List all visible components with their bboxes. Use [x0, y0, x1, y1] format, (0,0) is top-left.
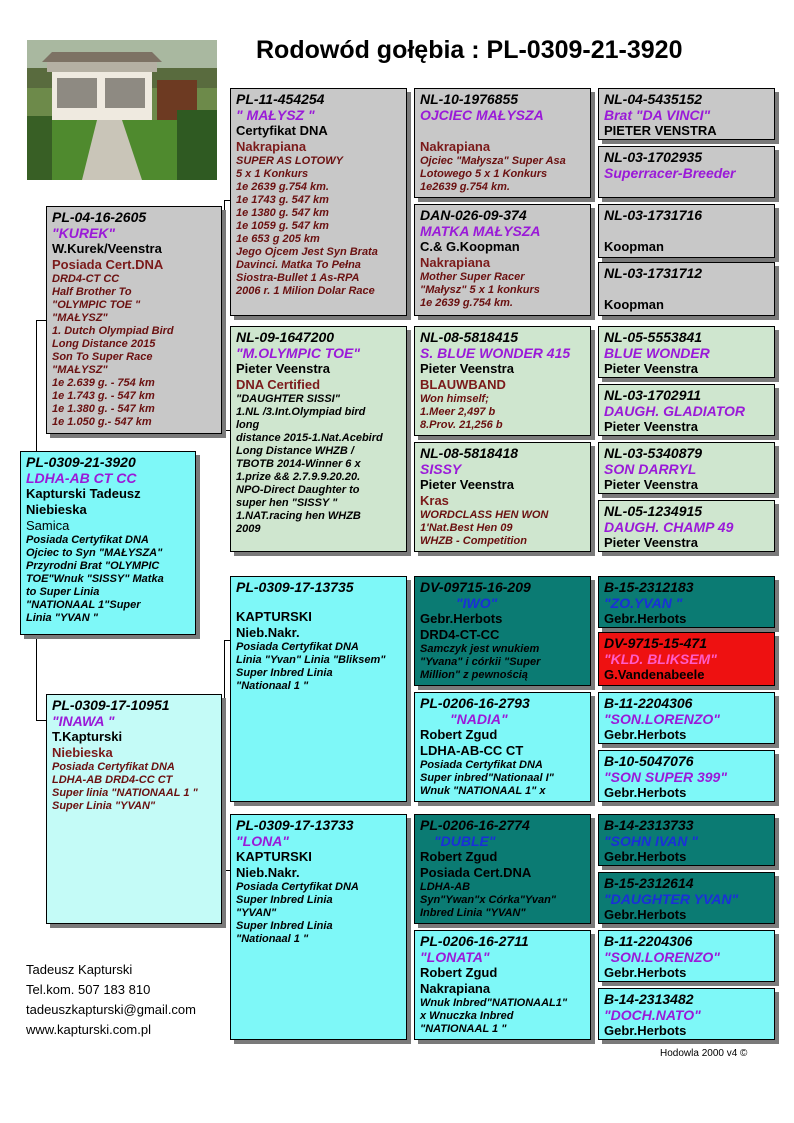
dsd-ring: PL-0206-16-2793	[420, 695, 530, 711]
g2-ring: NL-03-1702935	[604, 149, 703, 165]
sire-cert: Posiada Cert.DNA	[52, 257, 164, 272]
contact-phone: Tel.kom. 507 183 810	[26, 982, 151, 997]
g-box-15	[598, 930, 775, 982]
sss-notes: Ojciec "Małysza" Super Asa Lotowego 5 x 1 Konkurs 1e2639 g.754 km.	[420, 155, 566, 193]
g5-name: BLUE WONDER	[604, 345, 710, 361]
sdd-name: SISSY	[420, 461, 462, 477]
sire-owner: W.Kurek/Veenstra	[52, 241, 162, 256]
g11-ring: B-11-2204306	[604, 695, 693, 711]
ss-color: Nakrapiana	[236, 139, 307, 154]
g6-ring: NL-03-1702911	[604, 387, 702, 403]
g12-name: "SON SUPER 399"	[604, 769, 727, 785]
dd-ring: PL-0309-17-13733	[236, 817, 354, 833]
subject-ring: PL-0309-21-3920	[26, 454, 136, 470]
sire-ring: PL-04-16-2605	[52, 209, 147, 225]
g13-ring: B-14-2313733	[604, 817, 694, 833]
g8-name: DAUGH. CHAMP 49	[604, 519, 734, 535]
ggp-dsd-box	[414, 692, 591, 802]
sds-notes: Won himself; 1.Meer 2,497 b 8.Prov. 21,256 b	[420, 393, 503, 431]
ssd-notes: Mother Super Racer "Małysz" 5 x 1 konkurs 1e 2639 g.754 km.	[420, 271, 540, 309]
g14-ring: B-15-2312614	[604, 875, 694, 891]
g9-owner: Gebr.Herbots	[604, 611, 687, 626]
page-title: Rodowód gołębia : PL-0309-21-3920	[256, 36, 683, 64]
g7-ring: NL-03-5340879	[604, 445, 703, 461]
g-box-13	[598, 814, 775, 866]
ssd-name: MATKA MAŁYSZA	[420, 223, 541, 239]
ds-owner: KAPTURSKI	[236, 609, 312, 624]
granddam-paternal-box	[230, 326, 407, 552]
dsd-color: LDHA-AB-CC CT	[420, 743, 524, 758]
sire-name: "KUREK"	[52, 225, 116, 241]
g12-ring: B-10-5047076	[604, 753, 694, 769]
dss-owner: Gebr.Herbots	[420, 611, 503, 626]
dds-ring: PL-0206-16-2774	[420, 817, 530, 833]
subject-sex: Samica	[26, 518, 70, 533]
sdd-color: Kras	[420, 493, 449, 508]
g9-ring: B-15-2312183	[604, 579, 694, 595]
ddd-notes: Wnuk Inbred"NATIONAAL1" x Wnuczka Inbred "NATIONAAL 1 "	[420, 997, 568, 1035]
sd-notes: "DAUGHTER SISSI" 1.NL /3.Int.Olympiad bird long distance 2015-1.Nat.Acebird Long Distance WHZB / TBOTB 2014-Winner 6 x 1.prize && 2.7.9.9.20.20. NPO-Direct Daughter to super hen "SISSY " 1.NAT.racing hen WHZB 2009	[236, 393, 383, 535]
contact-name: Tadeusz Kapturski	[26, 962, 133, 977]
g6-name: DAUGH. GLADIATOR	[604, 403, 746, 419]
sdd-notes: WORDCLASS HEN WON 1'Nat.Best Hen 09 WHZB - Competition	[420, 509, 549, 547]
g10-name: "KLD. BLIKSEM"	[604, 651, 717, 667]
g3-owner: Koopman	[604, 239, 664, 254]
sds-owner: Pieter Veenstra	[420, 361, 514, 376]
sdd-owner: Pieter Veenstra	[420, 477, 514, 492]
ddd-owner: Robert Zgud	[420, 965, 498, 980]
g-box-4	[598, 262, 775, 316]
g16-name: "DOCH.NATO"	[604, 1007, 701, 1023]
g11-name: "SON.LORENZO"	[604, 711, 720, 727]
sd-cert: DNA Certified	[236, 377, 321, 392]
ds-notes: Posiada Certyfikat DNA Linia "Yvan" Linia "Bliksem" Super Inbred Linia "Nationaal 1 "	[236, 641, 386, 692]
g-box-11	[598, 692, 775, 744]
contact-block	[26, 960, 196, 1040]
dd-owner: KAPTURSKI	[236, 849, 312, 864]
g8-owner: Pieter Veenstra	[604, 535, 698, 550]
g15-ring: B-11-2204306	[604, 933, 693, 949]
ggp-ddd-box	[414, 930, 591, 1040]
subject-box	[20, 451, 196, 635]
ds-ring: PL-0309-17-13735	[236, 579, 354, 595]
dam-owner: T.Kapturski	[52, 729, 123, 744]
g11-owner: Gebr.Herbots	[604, 727, 687, 742]
g15-name: "SON.LORENZO"	[604, 949, 720, 965]
dds-name: "DUBLE"	[434, 833, 496, 849]
g-box-7	[598, 442, 775, 494]
sire-notes: DRD4-CT CC Half Brother To "OLYMPIC TOE " "MAŁYSZ" 1. Dutch Olympiad Bird Long Distance 2015 Son To Super Race "MAŁYSZ" 1e 2.639 g. - 754 km 1e 1.743 g. - 547 km 1e 1.380 g. - 547 km 1e 1.050 g.- 547 km	[52, 273, 174, 428]
g5-ring: NL-05-5553841	[604, 329, 703, 345]
ggp-ssd-box	[414, 204, 591, 316]
grandsire-paternal-box	[230, 88, 407, 316]
sire-box	[46, 206, 222, 434]
grandsire-maternal-box	[230, 576, 407, 802]
ggp-sss-box	[414, 88, 591, 198]
dss-ring: DV-09715-16-209	[420, 579, 531, 595]
ggp-sdd-box	[414, 442, 591, 552]
g4-owner: Koopman	[604, 297, 664, 312]
g8-ring: NL-05-1234915	[604, 503, 703, 519]
ddd-name: "LONATA"	[420, 949, 490, 965]
footer-credit: Hodowla 2000 v4 ©	[660, 1048, 748, 1059]
g-box-2	[598, 146, 775, 198]
contact-website[interactable]: www.kapturski.com.pl	[26, 1022, 151, 1037]
g-box-8	[598, 500, 775, 552]
sss-color: Nakrapiana	[420, 139, 491, 154]
sds-name: S. BLUE WONDER 415	[420, 345, 571, 361]
g10-ring: DV-9715-15-471	[604, 635, 707, 651]
ggp-dss-box	[414, 576, 591, 686]
dam-notes: Posiada Certyfikat DNA LDHA-AB DRD4-CC CT Super linia "NATIONAAL 1 " Super Linia "YVAN"	[52, 761, 198, 812]
g-box-3	[598, 204, 775, 258]
dsd-name: "NADIA"	[450, 711, 508, 727]
dsd-notes: Posiada Certyfikat DNA Super inbred"Nationaal I" Wnuk "NATIONAAL 1" x	[420, 759, 554, 797]
g2-name: Superracer-Breeder	[604, 165, 736, 181]
g16-ring: B-14-2313482	[604, 991, 694, 1007]
ssd-ring: DAN-026-09-374	[420, 207, 527, 223]
ss-cert: Certyfikat DNA	[236, 123, 328, 138]
g-box-9	[598, 576, 775, 628]
g-box-10	[598, 632, 775, 686]
dd-color: Nieb.Nakr.	[236, 865, 300, 880]
g1-ring: NL-04-5435152	[604, 91, 703, 107]
dss-color: DRD4-CT-CC	[420, 627, 500, 642]
sd-name: "M.OLYMPIC TOE"	[236, 345, 360, 361]
g14-owner: Gebr.Herbots	[604, 907, 687, 922]
g7-name: SON DARRYL	[604, 461, 697, 477]
dsd-owner: Robert Zgud	[420, 727, 498, 742]
ssd-owner: C.& G.Koopman	[420, 239, 520, 254]
ssd-color: Nakrapiana	[420, 255, 491, 270]
subject-name: LDHA-AB CT CC	[26, 470, 137, 486]
subject-notes: Posiada Certyfikat DNA Ojciec to Syn "MAŁYSZA" Przyrodni Brat "OLYMPIC TOE"Wnuk "SISSY" Matka to Super Linia "NATIONAAL 1"Super Linia "YVAN "	[26, 534, 164, 624]
g16-owner: Gebr.Herbots	[604, 1023, 687, 1038]
sds-color: BLAUWBAND	[420, 377, 506, 392]
g13-name: "SOHN IVAN "	[604, 833, 698, 849]
subject-color: Niebieska	[26, 502, 87, 517]
g3-ring: NL-03-1731716	[604, 207, 703, 223]
g15-owner: Gebr.Herbots	[604, 965, 687, 980]
g-box-12	[598, 750, 775, 802]
ss-name: " MAŁYSZ "	[236, 107, 315, 123]
sds-ring: NL-08-5818415	[420, 329, 519, 345]
g4-ring: NL-03-1731712	[604, 265, 703, 281]
subject-owner: Kapturski Tadeusz	[26, 486, 141, 501]
ds-color: Nieb.Nakr.	[236, 625, 300, 640]
dam-color: Niebieska	[52, 745, 113, 760]
loft-photo	[27, 40, 217, 180]
sss-ring: NL-10-1976855	[420, 91, 519, 107]
g10-owner: G.Vandenabeele	[604, 667, 705, 682]
g9-name: "ZO.YVAN "	[604, 595, 683, 611]
dam-box	[46, 694, 222, 924]
contact-email[interactable]: tadeuszkapturski@gmail.com	[26, 1002, 196, 1017]
ggp-dds-box	[414, 814, 591, 924]
g12-owner: Gebr.Herbots	[604, 785, 687, 800]
dam-ring: PL-0309-17-10951	[52, 697, 170, 713]
granddam-maternal-box	[230, 814, 407, 1040]
dss-notes: Samczyk jest wnukiem "Yvana" i córkii "Super Million" z pewnością	[420, 643, 541, 681]
sd-owner: Pieter Veenstra	[236, 361, 330, 376]
sd-ring: NL-09-1647200	[236, 329, 335, 345]
ss-ring: PL-11-454254	[236, 91, 325, 107]
g-box-5	[598, 326, 775, 378]
dds-cert: Posiada Cert.DNA	[420, 865, 532, 880]
g1-owner: PIETER VENSTRA	[604, 123, 717, 138]
g-box-16	[598, 988, 775, 1040]
g-box-6	[598, 384, 775, 436]
g5-owner: Pieter Veenstra	[604, 361, 698, 376]
g7-owner: Pieter Veenstra	[604, 477, 698, 492]
sdd-ring: NL-08-5818418	[420, 445, 519, 461]
dam-name: "INAWA "	[52, 713, 115, 729]
dss-name: "IWO"	[456, 595, 498, 611]
sss-name: OJCIEC MAŁYSZA	[420, 107, 544, 123]
ddd-ring: PL-0206-16-2711	[420, 933, 529, 949]
dds-owner: Robert Zgud	[420, 849, 498, 864]
g1-name: Brat "DA VINCI"	[604, 107, 711, 123]
dds-notes: LDHA-AB Syn"Ywan"x Córka"Yvan" Inbred Linia "YVAN"	[420, 881, 557, 919]
ss-notes: SUPER AS LOTOWY 5 x 1 Konkurs 1e 2639 g.754 km. 1e 1743 g. 547 km 1e 1380 g. 547 km 1e 1059 g. 547 km 1e 653 g 205 km Jego Ojcem Jest Syn Brata Davinci. Matka To Pełna Siostra-Bullet 1 As-RPA 2006 r. 1 Milion Dolar Race	[236, 155, 378, 297]
g-box-1	[598, 88, 775, 140]
ggp-sds-box	[414, 326, 591, 436]
dd-notes: Posiada Certyfikat DNA Super Inbred Linia "YVAN" Super Inbred Linia "Nationaal 1 "	[236, 881, 359, 945]
g13-owner: Gebr.Herbots	[604, 849, 687, 864]
g14-name: "DAUGHTER YVAN"	[604, 891, 739, 907]
g6-owner: Pieter Veenstra	[604, 419, 698, 434]
g-box-14	[598, 872, 775, 924]
ddd-color: Nakrapiana	[420, 981, 491, 996]
dd-name: "LONA"	[236, 833, 289, 849]
